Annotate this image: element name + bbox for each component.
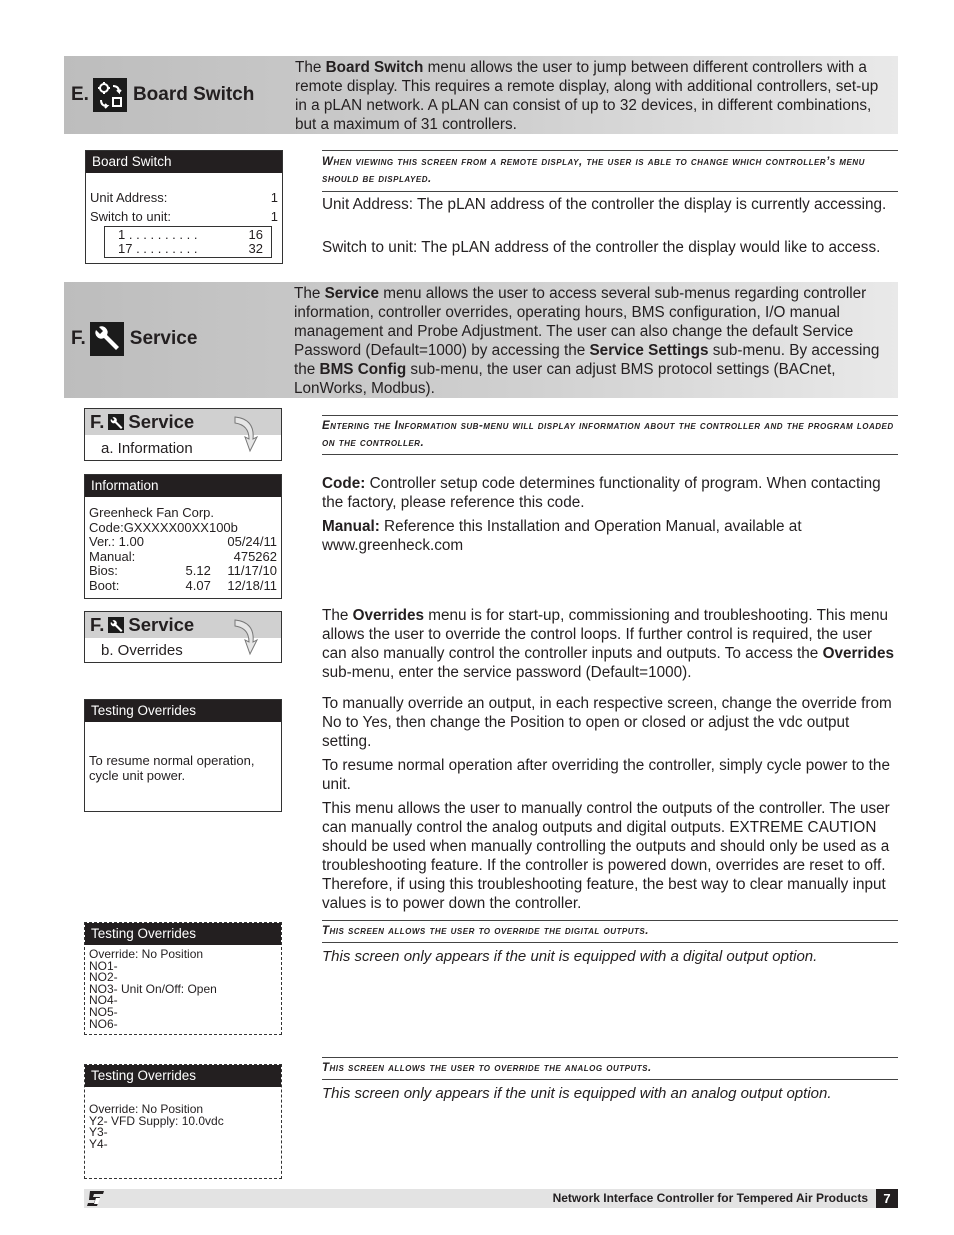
overrides-bold: Overrides — [822, 645, 894, 662]
curved-arrow-icon — [233, 616, 259, 660]
menu-title: Service — [128, 614, 195, 635]
footer — [84, 1189, 898, 1208]
menu-letter: F. — [90, 614, 105, 635]
section-title: Board Switch — [132, 84, 255, 105]
wrench-icon — [108, 617, 124, 633]
version-date: 05/24/11 — [227, 534, 277, 549]
screen-title: Board Switch — [86, 151, 282, 173]
range-end: 16 — [248, 227, 263, 242]
screen-line: NO1- — [89, 958, 118, 973]
service-menu-information — [84, 408, 282, 461]
unit-address-value: 1 — [270, 190, 278, 205]
intro-text: sub-menu. By accessing the — [294, 342, 880, 378]
manual-number: 475262 — [233, 548, 277, 564]
bios-version: 5.12 — [185, 563, 211, 578]
wrench-icon — [90, 322, 124, 356]
analog-heading: This screen allows the user to override the analog outputs. — [322, 1057, 898, 1080]
screen-line: Y4- — [89, 1136, 108, 1151]
resume-description: To resume normal operation after overriding the controller, simply cycle power to the unit. — [322, 757, 890, 793]
footer-title: Network Interface Controller for Tempered Air Products — [552, 1191, 868, 1205]
screen-line: NO2- — [89, 970, 118, 985]
screen-title: Testing Overrides — [85, 923, 281, 945]
screen-line: Override: No Position — [89, 1102, 204, 1116]
screen-line: NO4- — [89, 993, 118, 1008]
resume-note: To resume normal operation, cycle unit power. — [89, 753, 255, 783]
testing-overrides-screen — [84, 699, 282, 812]
overrides-text: sub-menu, enter the service password (Default=1000). — [322, 664, 692, 681]
section-letter: E. — [71, 84, 89, 105]
screen-line: Y3- — [89, 1125, 108, 1140]
unit-address-row — [90, 188, 278, 207]
boot-date: 12/18/11 — [227, 577, 277, 593]
overrides-text: The — [322, 607, 353, 624]
intro-bold: BMS Config — [319, 361, 407, 378]
overrides-text: menu is for start-up, commissioning and troubleshooting. This menu allows the user to override the control loops. If further control is required, the user can also manually control the controller inputs and outputs. To access the — [322, 607, 888, 662]
bios-date: 11/17/10 — [227, 563, 277, 578]
screen-title: Testing Overrides — [85, 700, 281, 722]
intro-text: The — [295, 59, 326, 76]
wrench-icon — [108, 414, 124, 430]
screen-title: Testing Overrides — [85, 1065, 281, 1087]
menu-sub-label: b. Overrides — [101, 642, 183, 659]
code-label: Code: — [322, 475, 366, 492]
menu-sub-label: a. Information — [101, 440, 193, 457]
screen-line: Override: No Position — [89, 947, 204, 961]
company-name: Greenheck Fan Corp. — [89, 505, 215, 520]
screen-line: Y2- VFD Supply: 10.0vdc — [89, 1113, 224, 1128]
service-menu-overrides — [84, 611, 282, 663]
curved-arrow-icon — [233, 413, 259, 457]
overrides-bold: Overrides — [352, 607, 425, 624]
caution-description: This menu allows the user to manually control the outputs of the controller. The user can manually control the analog outputs and digital outputs. EXTREME CAUTION should be used when manually controlling the outputs and should only be used as a troubleshooting feature. If the controller is powered down, overrides are reset to off. Therefore, if using this troubleshooting feature, the best way to clear manually input values is to power down the controller. — [322, 800, 890, 912]
digital-overrides-screen — [84, 922, 282, 1035]
board-switch-icon — [93, 78, 127, 112]
boot-label: Boot: — [89, 577, 120, 593]
intro-bold: Service — [324, 285, 380, 302]
intro-bold: Board Switch — [325, 59, 424, 76]
screen-title: Information — [85, 475, 281, 497]
intro-text: sub-menu, the user can adjust BMS protocol settings (BACnet, LonWorks, Modbus). — [294, 361, 836, 397]
screen-line: NO6- — [89, 1016, 118, 1031]
board-switch-heading: When viewing this screen from a remote display, the user is able to change which controller’s menu should be displayed. — [322, 150, 898, 192]
analog-overrides-screen — [84, 1064, 282, 1179]
unit-address-label: Unit Address: — [90, 190, 168, 205]
switch-unit-description: Switch to unit: The pLAN address of the controller the display would like to access. — [322, 239, 881, 256]
code-text: Controller setup code determines functionality of program. When contacting the factory, please reference this code. — [322, 475, 881, 511]
boot-version: 4.07 — [185, 577, 211, 593]
information-heading: Entering the Information sub-menu will display information about the controller and the program loaded on the controller. — [322, 415, 898, 455]
manual-label: Manual: — [89, 548, 136, 564]
service-section-label — [71, 322, 197, 356]
manual-text: Reference this Installation and Operation Manual, available at www.greenheck.com — [322, 518, 802, 554]
digital-heading: This screen allows the user to override the digital outputs. — [322, 920, 898, 943]
service-intro — [294, 284, 894, 398]
range-start: 1 . . . . . . . . . . — [118, 227, 198, 242]
manual-label: Manual: — [322, 518, 380, 535]
board-switch-screen — [85, 150, 283, 264]
unit-address-description: Unit Address: The pLAN address of the controller the display is currently accessing. — [322, 196, 887, 213]
menu-title: Service — [128, 411, 195, 432]
version: Ver.: 1.00 — [89, 534, 144, 549]
intro-text: menu allows the user to access several sub-menus regarding controller information, controller overrides, operating hours, BMS configuration, I/O manual management and Probe Adjustment. The user can also change the default Service Password (Default=1000) by accessing the — [294, 285, 867, 359]
switch-unit-value: 1 — [270, 209, 278, 224]
switch-unit-label: Switch to unit: — [90, 209, 171, 224]
code-description — [322, 474, 892, 512]
board-switch-intro — [295, 58, 893, 134]
digital-note: This screen only appears if the unit is equipped with a digital output option. — [322, 948, 818, 965]
information-screen — [84, 474, 282, 599]
switch-unit-row — [90, 207, 278, 226]
intro-text: The — [294, 285, 325, 302]
manual-override-description: To manually override an output, in each respective screen, change the override from No to Yes, then change the Position to open or closed or adjust the vdc output setting. — [322, 695, 892, 750]
intro-text: menu allows the user to jump between different controllers with a remote display. This requires a remote display, along with additional controllers, set-up in a pLAN network. A pLAN can consist of up to 32 devices, in different combinations, but a maximum of 31 controllers. — [295, 59, 879, 133]
screen-line: NO3- Unit On/Off: Open — [89, 981, 217, 996]
setup-code: Code:GXXXXX00XX100b — [89, 519, 238, 535]
bios-label: Bios: — [89, 563, 118, 578]
overrides-intro — [322, 606, 900, 682]
intro-bold: Service Settings — [589, 342, 709, 359]
greenheck-logo-icon — [86, 1190, 106, 1207]
board-switch-section-label — [71, 78, 254, 112]
section-title: Service — [129, 328, 198, 349]
page-number: 7 — [876, 1189, 898, 1208]
range-end: 32 — [248, 241, 263, 256]
manual-description — [322, 517, 892, 555]
unit-range-box — [104, 226, 272, 258]
screen-line: NO5- — [89, 1004, 118, 1019]
range-start: 17 . . . . . . . . . — [118, 241, 198, 256]
analog-note: This screen only appears if the unit is equipped with an analog output option. — [322, 1085, 832, 1102]
section-letter: F. — [71, 328, 86, 349]
menu-letter: F. — [90, 411, 105, 432]
